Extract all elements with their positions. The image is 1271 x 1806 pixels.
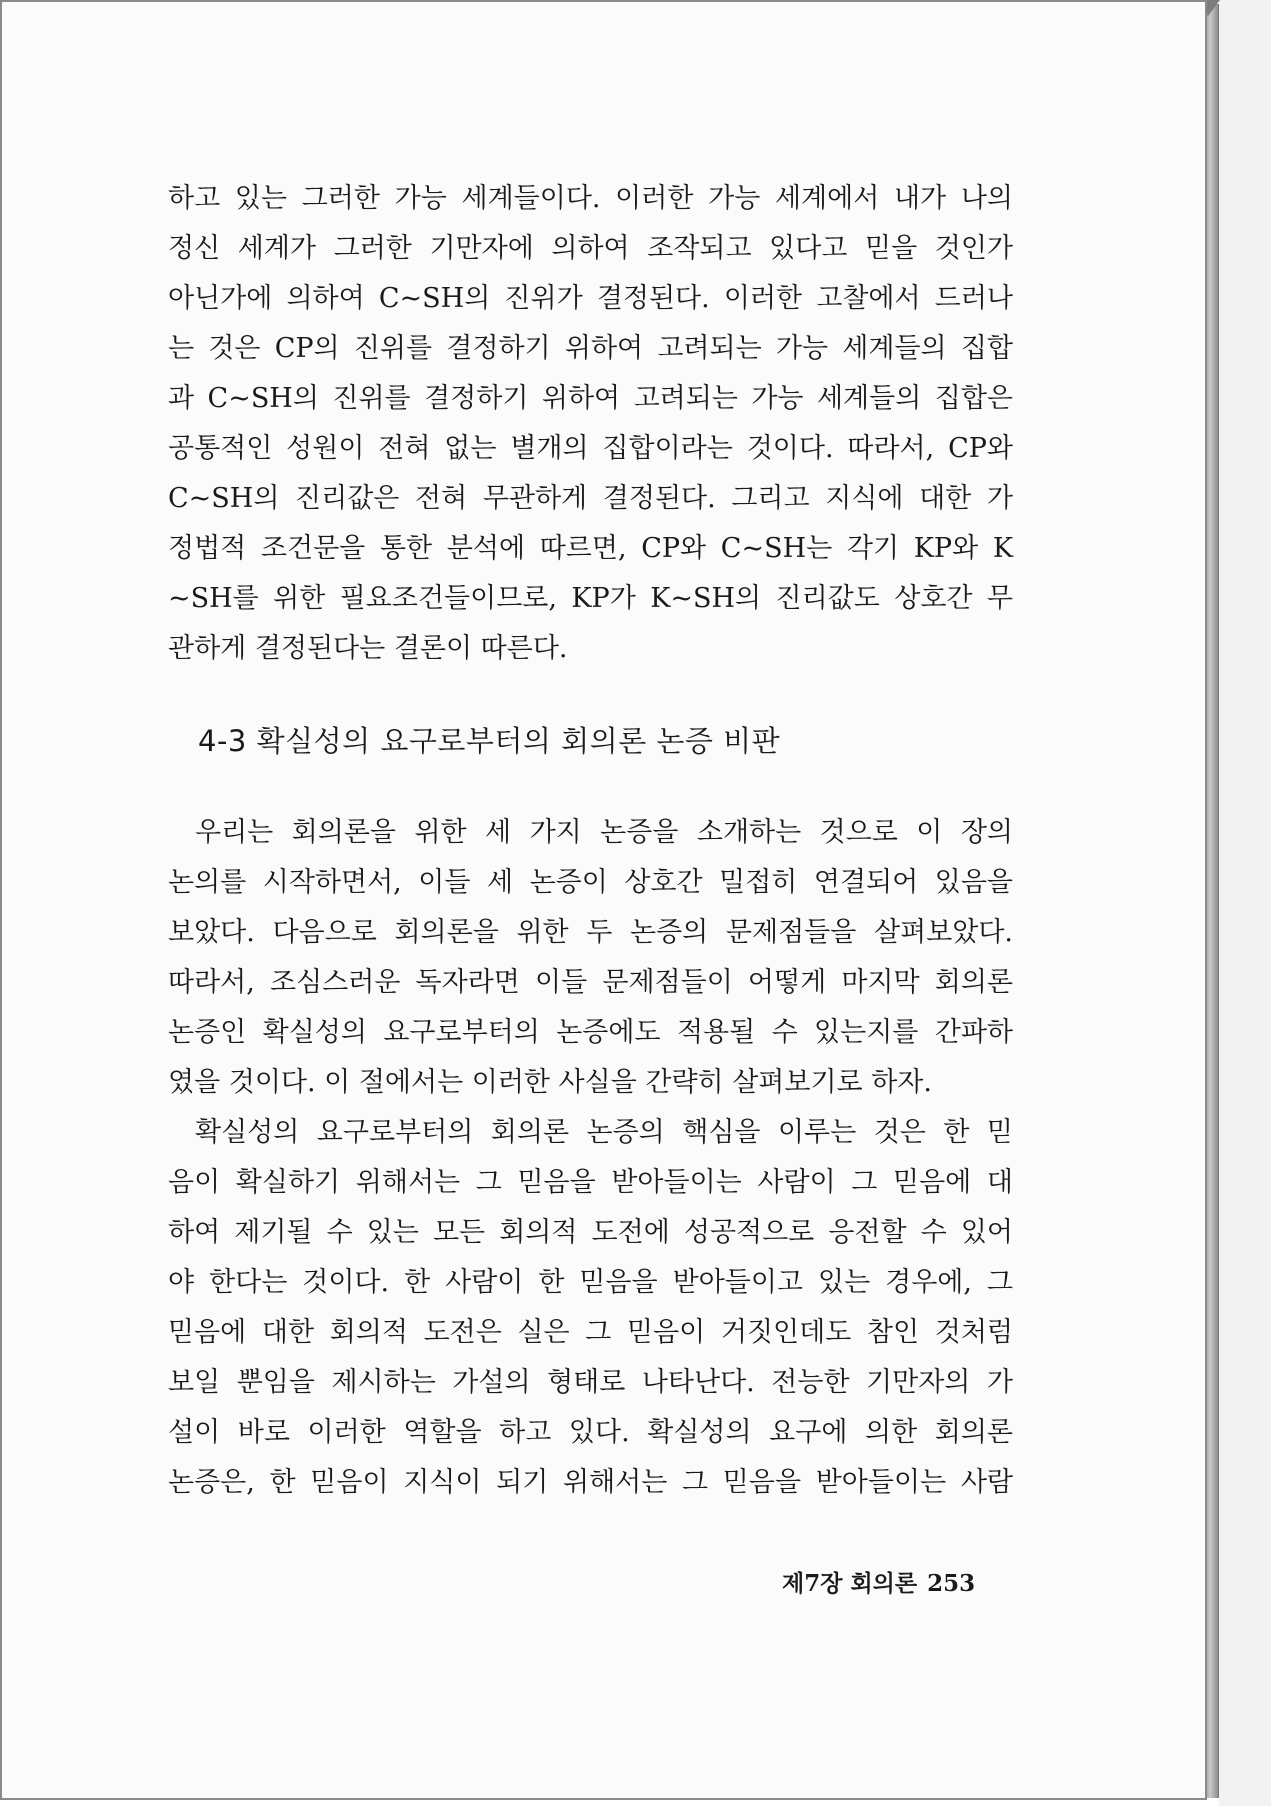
paragraph-1 (168, 174, 1013, 674)
text-line: 확실성의 요구로부터의 회의론 논증의 핵심을 이루는 것은 한 믿 (195, 1117, 1013, 1148)
text-line: ~SH를 위한 필요조건들이므로, KP가 K~SH의 진리값도 상호간 무 (168, 583, 1013, 614)
text-line: 관하게 결정된다는 결론이 따른다. (168, 633, 568, 664)
text-line: 과 C~SH의 진위를 결정하기 위하여 고려되는 가능 세계들의 집합은 (168, 383, 1013, 414)
page-number: 253 (927, 1570, 976, 1597)
text-line: 논의를 시작하면서, 이들 세 논증이 상호간 밀접히 연결되어 있음을 (168, 867, 1013, 898)
text-line: 따라서, 조심스러운 독자라면 이들 문제점들이 어떻게 마지막 회의론 (168, 967, 1013, 998)
text-line: 하고 있는 그러한 가능 세계들이다. 이러한 가능 세계에서 내가 나의 (168, 183, 1013, 214)
viewer-gutter (1219, 0, 1271, 1806)
chapter-label: 제7장 회의론 (782, 1570, 918, 1597)
text-line: 는 것은 CP의 진위를 결정하기 위하여 고려되는 가능 세계들의 집합 (168, 333, 1013, 364)
text-line: 하여 제기될 수 있는 모든 회의적 도전에 성공적으로 응전할 수 있어 (168, 1217, 1013, 1248)
paragraph-2 (168, 808, 1013, 1508)
text-line: 공통적인 성원이 전혀 없는 별개의 집합이라는 것이다. 따라서, CP와 (168, 433, 1013, 464)
text-line: 믿음에 대한 회의적 도전은 실은 그 믿음이 거짓인데도 참인 것처럼 (168, 1317, 1013, 1348)
text-line: 정법적 조건문을 통한 분석에 따르면, CP와 C~SH는 각기 KP와 K (168, 533, 1013, 564)
text-line: C~SH의 진리값은 전혀 무관하게 결정된다. 그리고 지식에 대한 가 (168, 483, 1013, 514)
text-line: 논증은, 한 믿음이 지식이 되기 위해서는 그 믿음을 받아들이는 사람 (168, 1467, 1013, 1498)
text-line: 보았다. 다음으로 회의론을 위한 두 논증의 문제점들을 살펴보았다. (168, 917, 1013, 948)
section-heading: 4-3 확실성의 요구로부터의 회의론 논증 비판 (198, 724, 781, 758)
page-edge-shadow (1205, 4, 1219, 1798)
text-line: 였을 것이다. 이 절에서는 이러한 사실을 간략히 살펴보기로 하자. (168, 1067, 932, 1098)
text-line: 논증인 확실성의 요구로부터의 논증에도 적용될 수 있는지를 간파하 (168, 1017, 1013, 1048)
text-line: 음이 확실하기 위해서는 그 믿음을 받아들이는 사람이 그 믿음에 대 (168, 1167, 1013, 1198)
text-line: 보일 뿐임을 제시하는 가설의 형태로 나타난다. 전능한 기만자의 가 (168, 1367, 1013, 1398)
text-line: 아닌가에 의하여 C~SH의 진위가 결정된다. 이러한 고찰에서 드러나 (168, 283, 1013, 314)
text-line: 야 한다는 것이다. 한 사람이 한 믿음을 받아들이고 있는 경우에, 그 (168, 1267, 1013, 1298)
page-footer (782, 1564, 975, 1604)
text-line: 설이 바로 이러한 역할을 하고 있다. 확실성의 요구에 의한 회의론 (168, 1417, 1013, 1448)
text-line: 우리는 회의론을 위한 세 가지 논증을 소개하는 것으로 이 장의 (195, 817, 1013, 848)
text-line: 정신 세계가 그러한 기만자에 의하여 조작되고 있다고 믿을 것인가 (168, 233, 1013, 264)
